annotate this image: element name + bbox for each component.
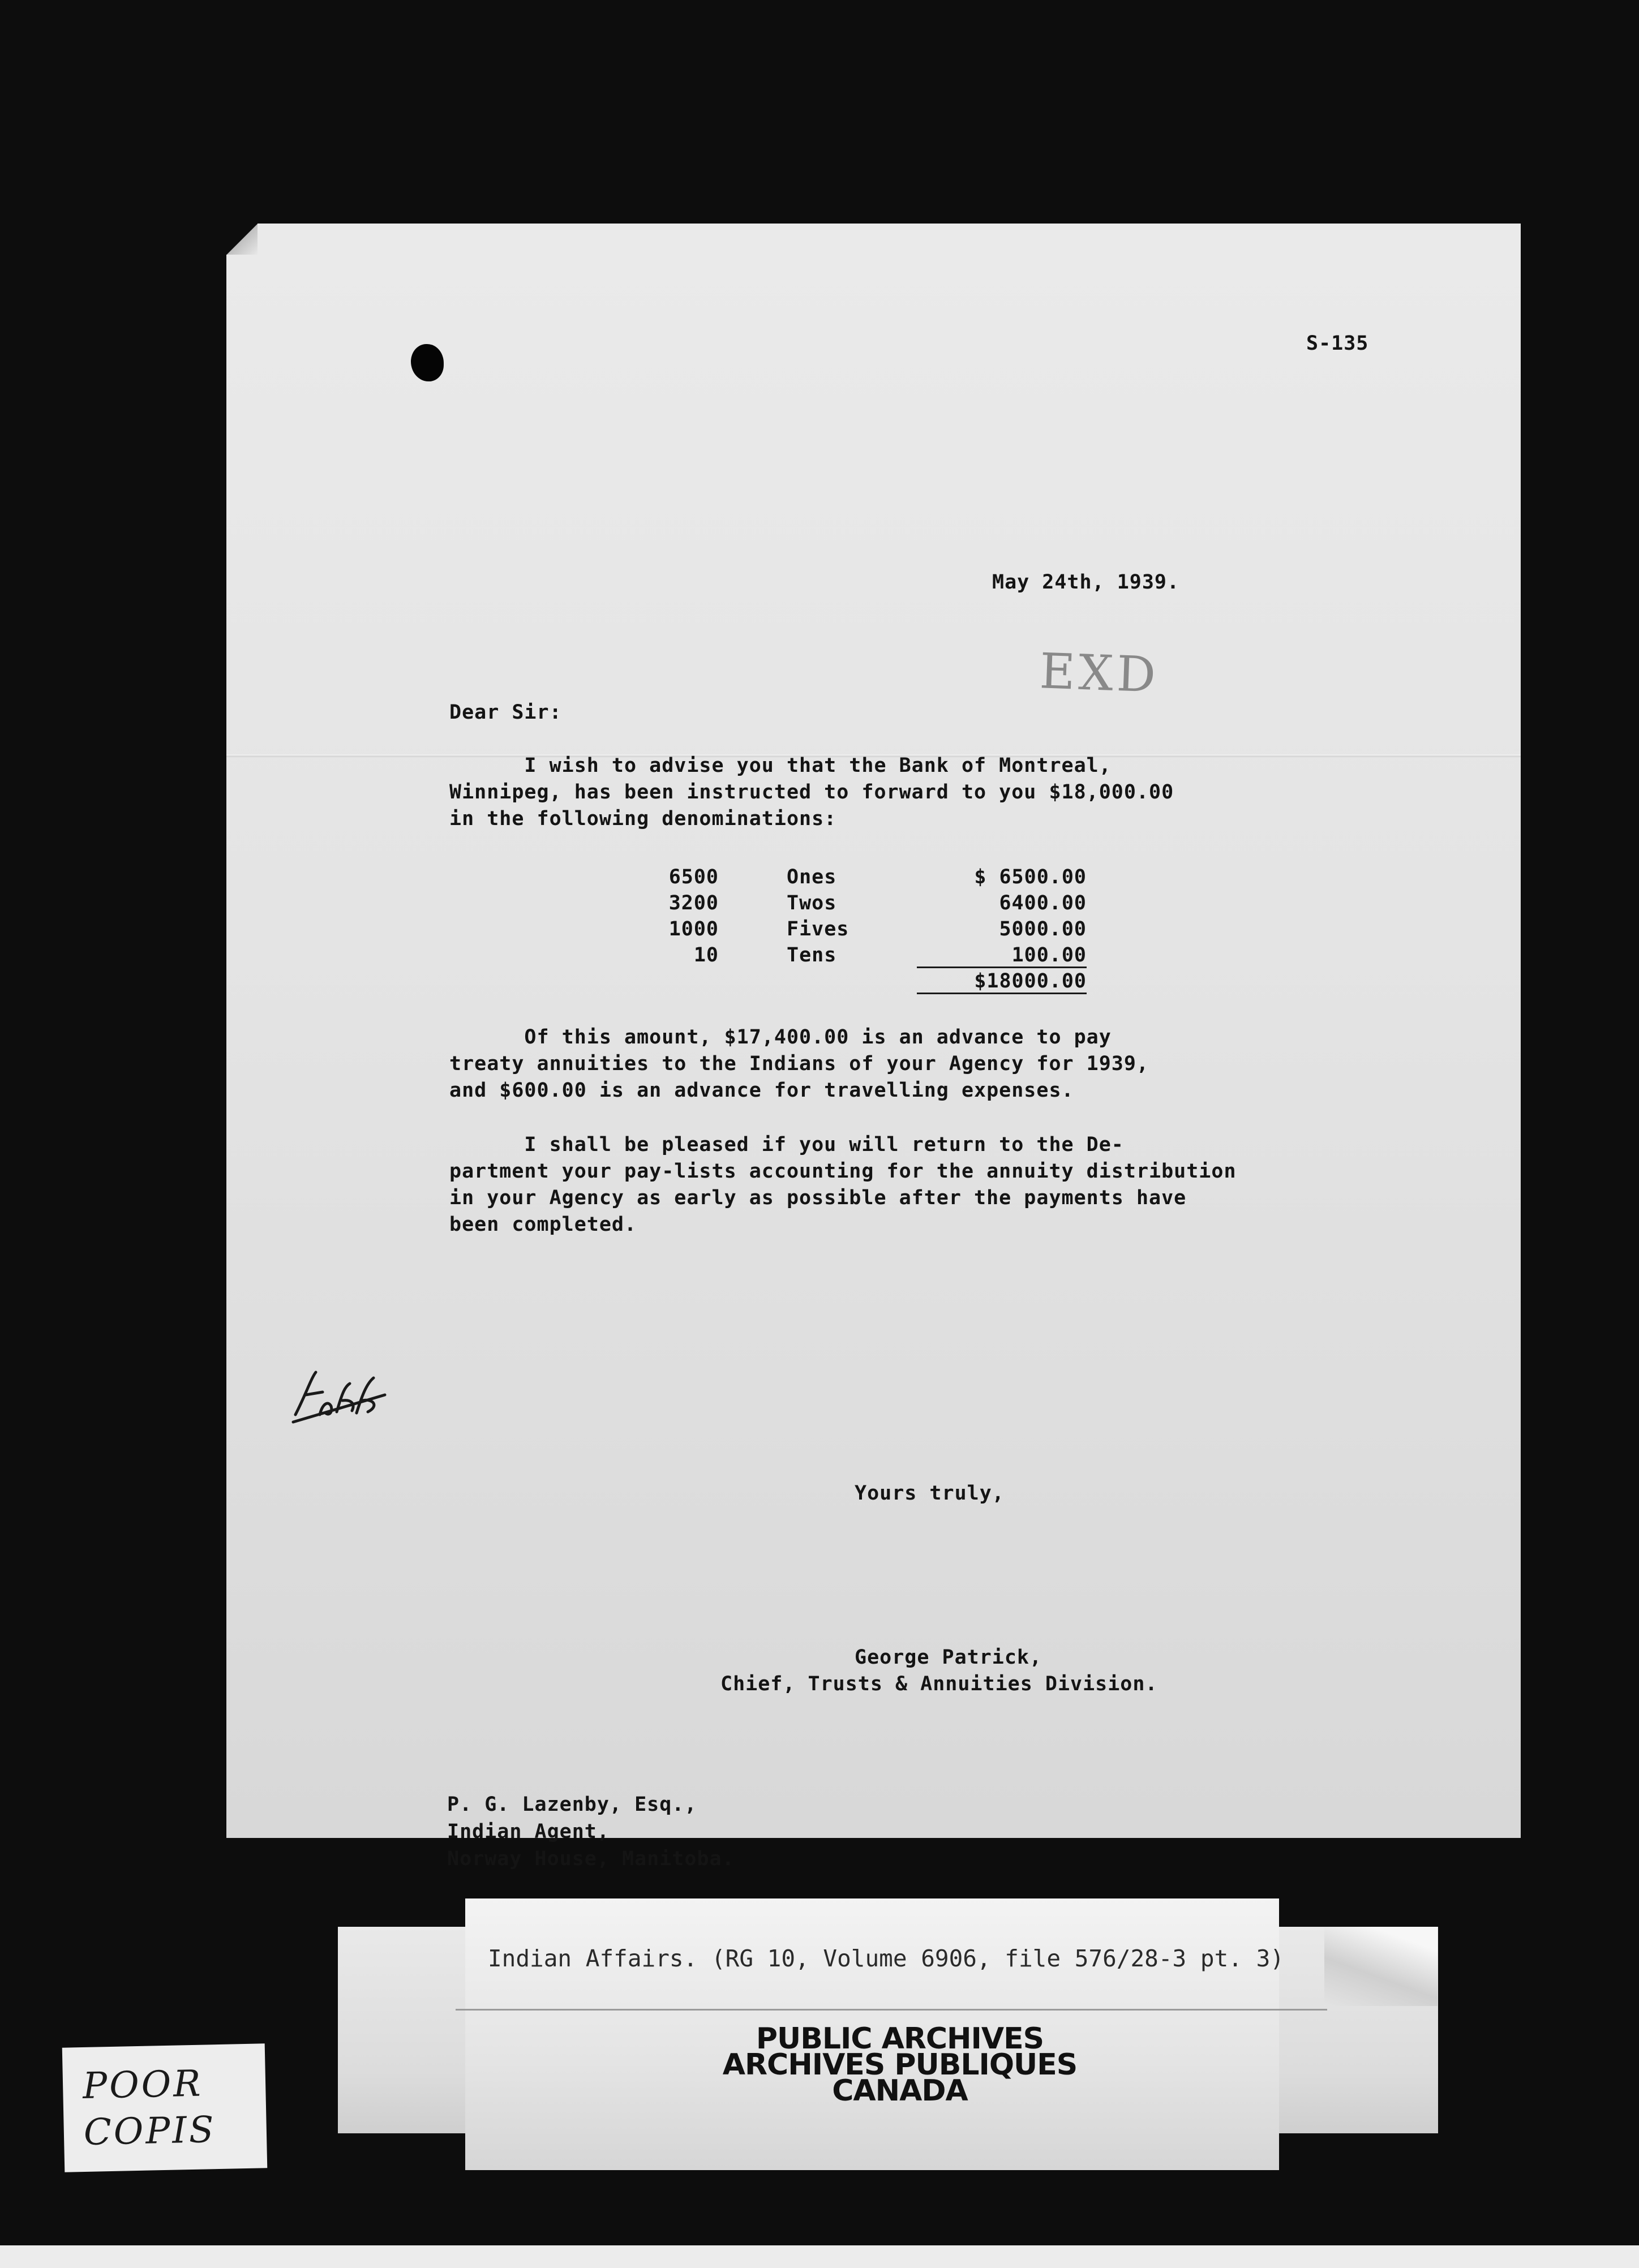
denomination-name: Tens: [787, 944, 837, 967]
bottom-edge-strip: [0, 2245, 1639, 2268]
file-number: S-135: [1306, 332, 1369, 355]
note-line: COPIS: [83, 2109, 217, 2154]
handwritten-initials: [289, 1361, 391, 1429]
paragraph-line: I wish to advise you that the Bank of Montreal,: [449, 754, 1112, 777]
archive-reference: Indian Affairs. (RG 10, Volume 6906, file 576/28-3 pt. 3): [488, 1945, 1284, 1972]
denomination-count: 10: [693, 944, 719, 967]
signatory-name: George Patrick,: [855, 1646, 1042, 1669]
paragraph-line: partment your pay-lists accounting for the annuity distribution: [449, 1160, 1237, 1183]
letter-page: [226, 224, 1521, 1870]
poor-copies-note: [62, 2043, 268, 2172]
denomination-amount: $ 6500.00: [974, 866, 1087, 888]
paragraph-return: [449, 1132, 1237, 1238]
paragraph-line: and $600.00 is an advance for travelling expenses.: [449, 1079, 1074, 1102]
label-divider: [456, 2009, 1327, 2011]
addressee-line: P. G. Lazenby, Esq.,: [447, 1793, 697, 1816]
denomination-name: Twos: [787, 892, 837, 914]
paragraph-line: Of this amount, $17,400.00 is an advance to pay: [449, 1026, 1112, 1049]
stamp-line: PUBLIC ARCHIVES: [756, 2022, 1044, 2056]
exd-stamp: EXD: [1039, 643, 1160, 704]
paragraph-amount: [449, 1024, 1149, 1104]
total-amount: $18000.00: [917, 970, 1087, 994]
paragraph-line: I shall be pleased if you will return to the De-: [449, 1133, 1124, 1156]
denomination-name: Ones: [787, 866, 837, 888]
stamp-line: ARCHIVES PUBLIQUES: [722, 2048, 1078, 2082]
denomination-count: 6500: [668, 866, 719, 888]
letter-date: May 24th, 1939.: [992, 571, 1180, 594]
addressee-line: Norway House, Manitoba.: [447, 1848, 735, 1870]
closing: Yours truly,: [855, 1482, 1005, 1505]
torn-paper-edge: [1324, 1927, 1438, 2006]
public-archives-stamp: [645, 2022, 1155, 2108]
paragraph-advice: [449, 753, 1174, 832]
denomination-amount: 5000.00: [999, 918, 1087, 940]
paragraph-line: in the following denominations:: [449, 807, 837, 830]
note-line: POOR: [82, 2063, 204, 2108]
denomination-name: Fives: [787, 918, 849, 940]
denomination-amount: 100.00: [917, 944, 1087, 968]
paragraph-line: in your Agency as early as possible after the payments have: [449, 1187, 1187, 1209]
punch-hole: [411, 344, 444, 381]
paragraph-line: been completed.: [449, 1213, 637, 1236]
denomination-count: 1000: [668, 918, 719, 940]
handwritten-note: [82, 2060, 216, 2156]
folded-corner: [226, 224, 258, 255]
denomination-amount: 6400.00: [999, 892, 1087, 914]
denomination-count: 3200: [668, 892, 719, 914]
stamp-line: CANADA: [832, 2074, 968, 2108]
addressee-block: [447, 1791, 735, 1872]
salutation: Dear Sir:: [449, 701, 562, 724]
addressee-line: Indian Agent,: [447, 1820, 610, 1843]
paragraph-line: Winnipeg, has been instructed to forward to you $18,000.00: [449, 781, 1174, 804]
paragraph-line: treaty annuities to the Indians of your Agency for 1939,: [449, 1053, 1149, 1075]
signatory-title: Chief, Trusts & Annuities Division.: [720, 1673, 1158, 1695]
